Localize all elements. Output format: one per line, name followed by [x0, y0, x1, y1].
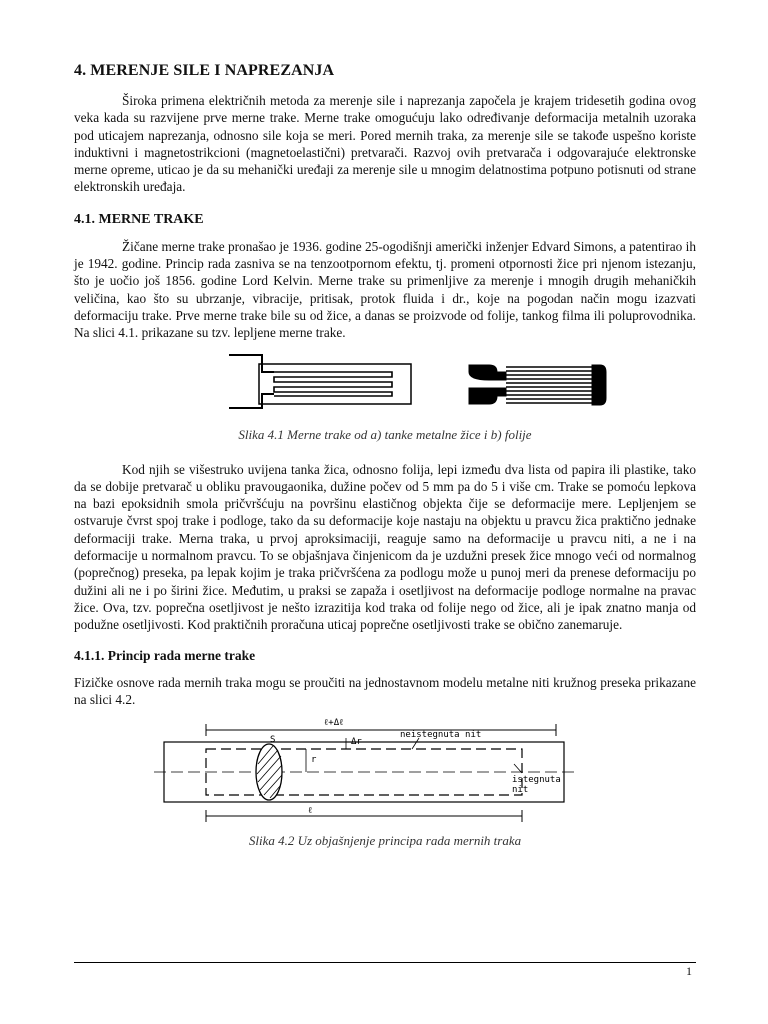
cross-section-ellipse [256, 744, 282, 800]
label-l-plus-delta-l: ℓ+Δℓ [324, 718, 344, 729]
chapter-heading: 4. MERENJE SILE I NAPREZANJA [74, 62, 335, 79]
figure-4-1-caption: Slika 4.1 Merne trake od a) tanke metalne žice i b) folije [238, 426, 532, 442]
subsection-heading-4-1-1: 4.1.1. Princip rada merne trake [74, 647, 256, 663]
intro-paragraph: Široka primena električnih metoda za merenje sile i naprezanja započela je krajem tridesetih godina ovog veka kada su razvijene prve merne trake. Merne trake omogućuju lako određivanje deformacija metalnih uzoraka pod uticajem naprezanja, odnosno sile koja se meri. Pored mernih traka, za merenje sile se takođe uspešno koriste induktivni i magnetostrikcioni (magnetoelastični) pretvarači. Razvoj ovih pretvarača i odgovarajuće elektronske merne opreme, uticao je da su mehanički uređaji za merenje sile u mnogim delatnostima potpuno potisnuti od strane elektronskih uređaja. [74, 93, 696, 195]
label-r: r [311, 755, 317, 766]
footer-rule [74, 962, 696, 963]
label-delta-r: Δr [351, 737, 362, 748]
subsection-4-1-1-paragraph-1: Fizičke osnove rada mernih traka mogu se proučiti na jednostavnom modelu metalne niti kružnog preseka prikazane na slici 4.2. [74, 674, 696, 707]
foil-gauge-drawing [469, 365, 606, 405]
strain-gauge-illustration [74, 350, 696, 420]
figure-4-1 [74, 350, 696, 443]
wire-gauge-drawing [229, 355, 411, 408]
page-number: 1 [686, 964, 692, 978]
label-s: S [270, 735, 276, 746]
section-heading-4-1: 4.1. MERNE TRAKE [74, 211, 204, 227]
section-4-1-paragraph-1: Žičane merne trake pronašao je 1936. godine 25-ogodišnji američki inženjer Edvard Simons, a patentirao ih je 1942. godine. Princip rada zasniva se na tenzootpornom efektu, tj. promeni otpornosti žice pri njenom istezanju, što je uočio još 1856. godine Lord Kelvin. Merne trake su primenljive za merenje i mnogih drugih mehaničkih veličina, kao što su ubrzanje, vibracije, pritisak, protok fluida i dr., koje na pogodan način mogu izazvati deformaciju trake. Prve merne trake bile su od žice, a danas se proizvode od folije, tankog filma ili poluprovodnika. Na slici 4.1. prikazane su tzv. lepljene merne trake. [74, 238, 696, 341]
label-unstretched: neistegnuta nit [400, 730, 482, 741]
label-l: ℓ [308, 806, 313, 817]
label-stretched-2: nit [512, 785, 529, 796]
wire-model-illustration [74, 716, 696, 826]
document-page [74, 62, 696, 849]
figure-4-2-caption: Slika 4.2 Uz objašnjenje principa rada mernih traka [248, 833, 522, 849]
figure-4-2 [74, 716, 696, 849]
label-stretched-1: istegnuta [512, 775, 561, 786]
section-4-1-paragraph-2: Kod njih se višestruko uvijena tanka žica, odnosno folija, lepi između dva lista od papira ili plastike, tako da se dobije pretvarač u obliku pravougaonika, dužine počev od 5 mm pa do 5 i više cm. Trake se pomoću lepkova na bazi epoksidnih smola pričvršćuju na površinu elastičnog objekta čije se deformacije mere. Lepljenjem se ostvaruje čvrst spoj trake i podloge, tako da su deformacije koje nastaju na objektu u pravcu žica praktično jednake deformaciji trake. Merna traka, u prvoj aproksimaciji, reaguje samo na deformacije u pravcu niti, a ne i na deformacije u normalnom pravcu. To se objašnjava činjenicom da je uzdužni presek žice mnogo veći od normalnog (poprečnog) preseka, pa lepak kojim je traka pričvršćena za podlogu može u punoj meri da prenese deformaciju po dužini ali ne i po širini žice. Međutim, u praksi se zapaža i osetljivost na deformacije podloge normalne na pravac žice. Ova, tzv. poprečna osetljivost je nešto izrazitija kod traka od folije nego od žice, ali je ipak znatno manja od podužne osetljivosti. Kod praktičnih proračuna uticaj poprečne osetljivosti trake se obično zanemaruje. [74, 461, 696, 633]
